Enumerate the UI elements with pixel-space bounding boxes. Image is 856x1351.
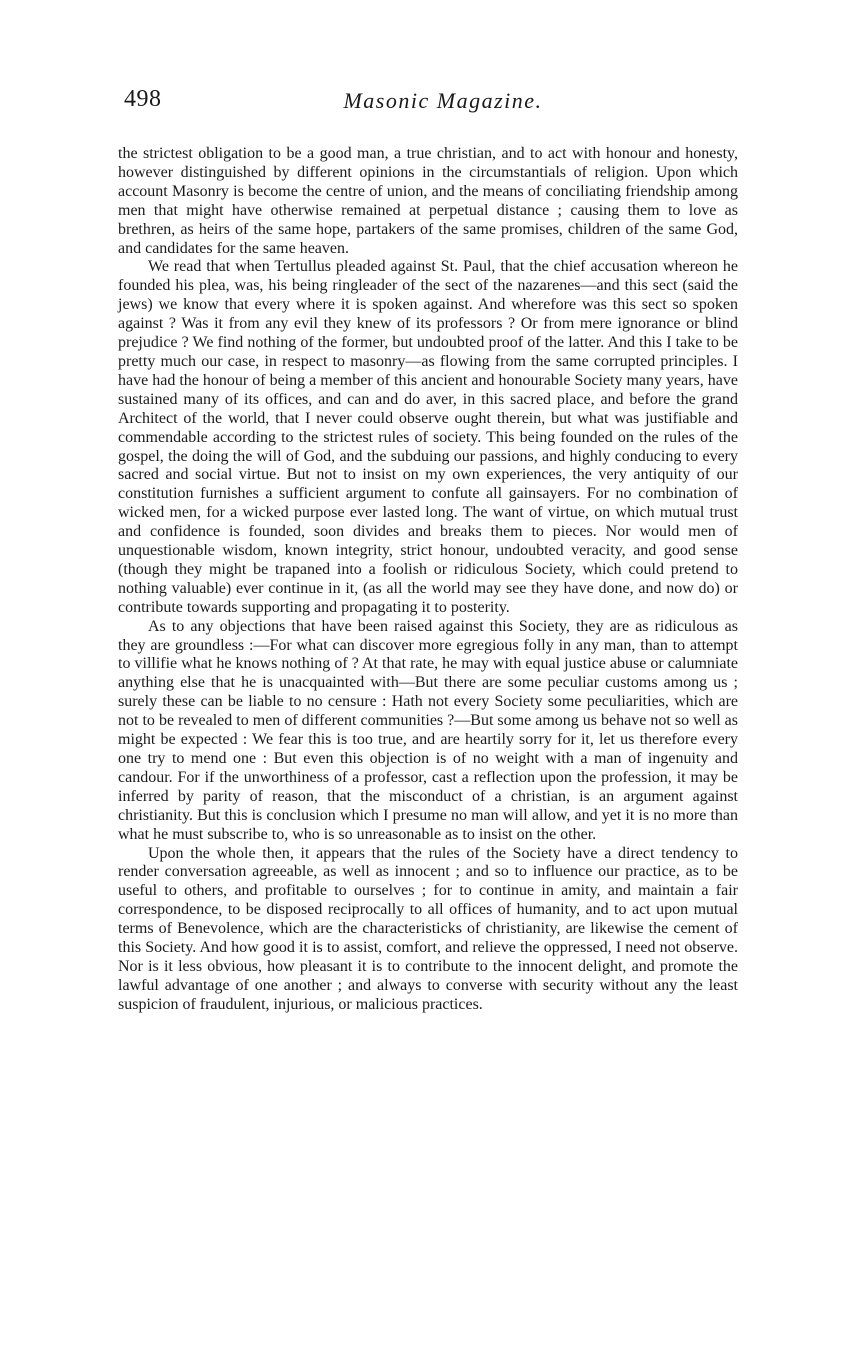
paragraph: As to any objections that have been raised against this Society, they are as ridiculous as they are groundless :—For what can discover more egregious folly in any man, than to attempt to villifie what he knows nothing of ? At that rate, he may with equal justice abuse or calumniate anything else that he is unacquainted with—But there are some peculiar customs among us ; surely these can be liable to no censure : Hath not every Society some peculiarities, which are not to be revealed to men of different communities ?—But some among us behave not so well as might be expected : We fear this is too true, and are heartily sorry for it, let us therefore every one try to mend one : But even this objection is of no weight with a man of ingenuity and candour. For if the unworthiness of a professor, cast a reflection upon the profession, it may be inferred by parity of reason, that the misconduct of a christian, is an argument against christianity. But this is conclusion which I presume no man will allow, and yet it is no more than what he must subscribe to, who is so unreasonable as to insist on the other. xyxy=(118,617,738,843)
page-header xyxy=(118,86,738,122)
paragraph: the strictest obligation to be a good man, a true christian, and to act with honour and honesty, however distinguished by different opinions in the circumstantials of religion. Upon which account Masonry is become the centre of union, and the means of conciliating friendship among men that might have otherwise remained at perpetual distance ; causing them to love as brethren, as heirs of the same hope, partakers of the same promises, children of the same God, and candidates for the same heaven. xyxy=(118,145,738,257)
running-title: Masonic Magazine. xyxy=(343,88,543,113)
page-number: 498 xyxy=(124,86,162,112)
article-body xyxy=(118,145,738,1015)
paragraph: Upon the whole then, it appears that the rules of the Society have a direct tendency to render conversation agreeable, as well as innocent ; and so to influence our practice, as to be useful to others, and profitable to ourselves ; for to continue in amity, and maintain a fair correspondence, to be disposed reciprocally to all offices of humanity, and to act upon mutual terms of Benevolence, which are the characteristicks of christianity, are likewise the cement of this Society. And how good it is to assist, comfort, and relieve the oppressed, I need not observe. Nor is it less obvious, how pleasant it is to contribute to the innocent delight, and promote the lawful advantage of one another ; and always to converse with security without any the least suspicion of fraudulent, injurious, or malicious practices. xyxy=(118,844,738,1013)
paragraph: We read that when Tertullus pleaded against St. Paul, that the chief accusation whereon he founded his plea, was, his being ringleader of the sect of the nazarenes—and this sect (said the jews) we know that every where it is spoken against. And wherefore was this sect so spoken against ? Was it from any evil they knew of its professors ? Or from mere ignorance or blind prejudice ? We find nothing of the former, but undoubted proof of the latter. And this I take to be pretty much our case, in respect to masonry—as flowing from the same corrupted principles. I have had the honour of being a member of this ancient and honourable Society many years, have sustained many of its offices, and can and do aver, in this sacred place, and before the grand Architect of the world, that I never could observe ought therein, but what was justifiable and commendable according to the strictest rules of society. This being founded on the rules of the gospel, the doing the will of God, and the subduing our passions, and highly conducing to every sacred and social virtue. But not to insist on my own experiences, the very antiquity of our constitution furnishes a sufficient argument to confute all gainsayers. For no combination of wicked men, for a wicked purpose ever lasted long. The want of virtue, on which mutual trust and confidence is founded, soon divides and breaks them to pieces. Nor would men of unquestionable wisdom, known integrity, strict honour, undoubted veracity, and good sense (though they might be trapaned into a foolish or ridiculous Society, which could pretend to nothing valuable) ever continue in it, (as all the world may see they have done, and now do) or contribute towards supporting and propagating it to posterity. xyxy=(118,258,738,616)
